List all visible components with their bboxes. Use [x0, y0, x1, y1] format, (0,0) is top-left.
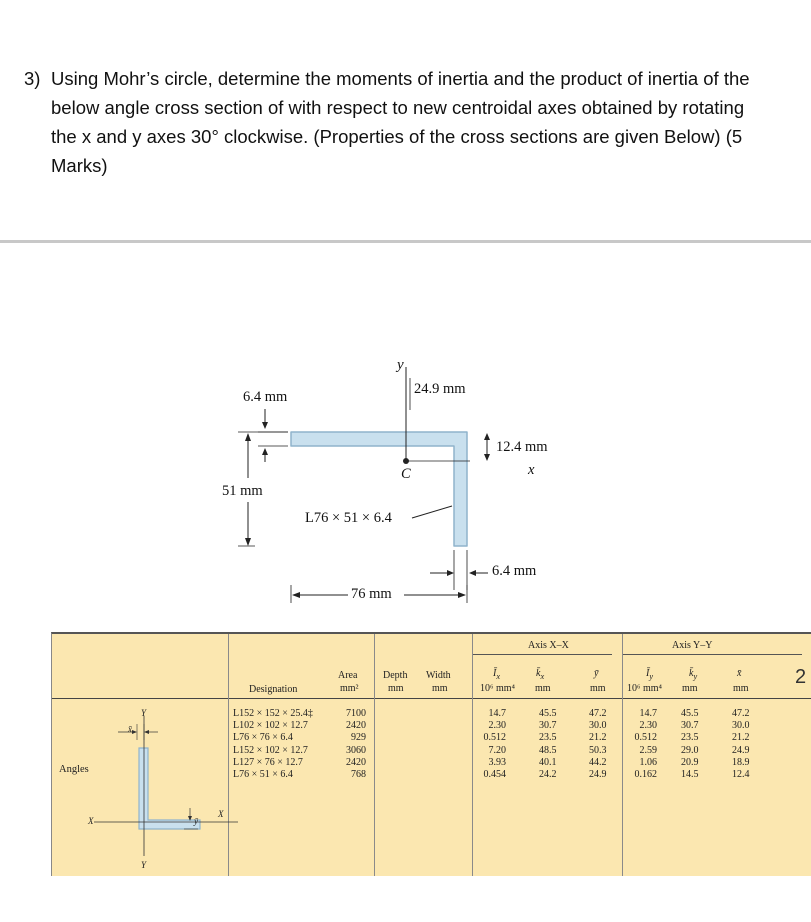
height-label: 51 mm — [222, 483, 263, 499]
centroid-label: C — [401, 466, 411, 482]
depth-header: Depth — [383, 670, 408, 681]
properties-table — [51, 632, 811, 876]
question-line-2: below angle cross section of with respect to new centroidal axes obtained by rotating — [51, 97, 745, 118]
area-unit: mm² — [340, 683, 359, 694]
edge-fragment-mark: 2 — [795, 666, 807, 688]
inset-xbar-label: x̄ — [128, 724, 132, 734]
inset-y-top-label: Y — [141, 708, 147, 718]
ybar-header: ȳ — [594, 668, 599, 679]
y-axis-label: y — [397, 357, 404, 373]
row-label-angles: Angles — [59, 764, 89, 775]
ix-header: $Ī_x$ — [493, 668, 501, 681]
header-rule — [52, 698, 811, 699]
xbar-header: x̄ — [737, 668, 742, 679]
width-label: 76 mm — [351, 586, 392, 602]
ky-header: $k̄_y$ — [689, 668, 698, 681]
ybar-unit: mm — [590, 683, 606, 694]
axis-yy-underline — [622, 654, 802, 655]
xbar-column: 47.2 30.0 21.2 24.9 18.9 12.4 — [732, 708, 750, 781]
xbar-unit: mm — [733, 683, 749, 694]
designation-header: Designation — [249, 684, 298, 695]
area-header: Area — [338, 670, 358, 681]
inset-x-left-label: X — [88, 816, 94, 826]
question-line-3: the x and y axes 30° clockwise. (Properties of the cross sections are given Below) (5 — [51, 126, 743, 147]
area-column: 7100 2420 929 3060 2420 768 — [346, 708, 366, 781]
x-axis-label: x — [528, 462, 535, 478]
inset-ybar-label: ȳ — [194, 816, 198, 826]
col-sep-3 — [472, 634, 473, 876]
width-unit: mm — [432, 683, 448, 694]
ix-unit: 10⁶ mm⁴ — [480, 683, 516, 694]
angle-inset-diagram — [88, 706, 238, 872]
iy-unit: 10⁶ mm⁴ — [627, 683, 663, 694]
question-line-4: Marks) — [51, 155, 108, 176]
inset-x-right-label: X — [218, 809, 224, 819]
depth-unit: mm — [388, 683, 404, 694]
angle-shape — [291, 432, 467, 546]
inset-y-bottom-label: Y — [141, 860, 147, 870]
ybar-column: 47.2 30.0 21.2 50.3 44.2 24.9 — [589, 708, 607, 781]
axis-xx-header: Axis X–X — [528, 640, 569, 651]
axis-xx-underline — [472, 654, 612, 655]
ky-unit: mm — [682, 683, 698, 694]
top-thickness-label: 6.4 mm — [243, 389, 288, 405]
question-line-1: Using Mohr’s circle, determine the moments of inertia and the product of inertia of the — [51, 68, 750, 89]
centroid-x-offset-label: 24.9 mm — [414, 381, 466, 397]
kx-unit: mm — [535, 683, 551, 694]
section-designation-label: L76 × 51 × 6.4 — [305, 510, 392, 526]
ky-column: 45.5 30.7 23.5 29.0 20.9 14.5 — [681, 708, 699, 781]
kx-header: $k̄_x$ — [536, 668, 545, 681]
centroid-y-offset-label: 12.4 mm — [496, 439, 548, 455]
right-thickness-label: 6.4 mm — [492, 563, 537, 579]
ix-column: 14.7 2.30 0.512 7.20 3.93 0.454 — [483, 708, 506, 781]
width-header: Width — [426, 670, 451, 681]
question-number: 3) — [24, 68, 41, 89]
kx-column: 45.5 30.7 23.5 48.5 40.1 24.2 — [539, 708, 557, 781]
designation-column: L152 × 152 × 25.4‡ L102 × 102 × 12.7 L76 × 76 × 6.4 L152 × 102 × 12.7 L127 × 76 × 12.7 L76 × 51 × 6.4 — [233, 708, 313, 781]
axis-yy-header: Axis Y–Y — [672, 640, 713, 651]
iy-header: $Ī_y$ — [646, 668, 654, 681]
col-sep-4 — [622, 634, 623, 876]
iy-column: 14.7 2.30 0.512 2.59 1.06 0.162 — [634, 708, 657, 781]
col-sep-2 — [374, 634, 375, 876]
